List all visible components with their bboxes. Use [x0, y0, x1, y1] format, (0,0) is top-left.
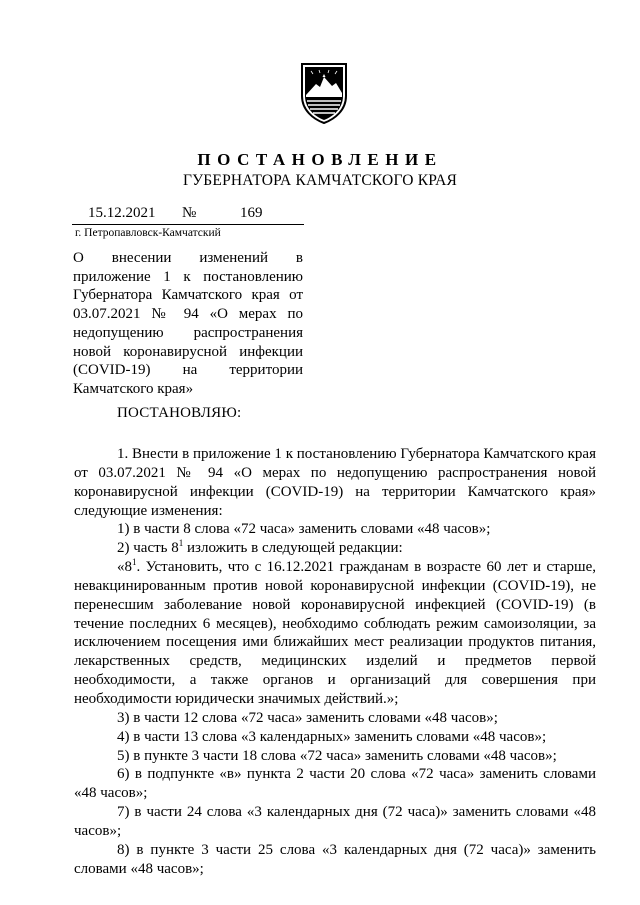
body-paragraph: 7) в части 24 слова «3 календарных дня (72 часа)» заменить словами «48 часов»; — [74, 804, 596, 839]
superscript: 1 — [178, 538, 184, 549]
document-body — [74, 445, 596, 878]
body-paragraph: 1. Внести в приложение 1 к постановлению Губернатора Камчатского края от 03.07.2021 № 94 «О мерах по недопущению распространения новой коронавирусной инфекции (COVID-19) на территории Камчатского края» следующие изменения: — [74, 446, 596, 519]
body-paragraph: 1) в части 8 слова «72 часа» заменить словами «48 часов»; — [117, 521, 491, 538]
body-paragraph — [74, 558, 596, 709]
resolve-heading: ПОСТАНОВЛЯЮ: — [117, 405, 242, 421]
body-text-segment: 2) часть 8 — [117, 540, 179, 557]
document-date: 15.12.2021 — [88, 205, 156, 221]
registration-underline — [72, 224, 304, 225]
body-text-segment: изложить в следующей редакции: — [183, 540, 403, 557]
superscript: 1 — [132, 557, 137, 568]
document-place: г. Петропавловск-Камчатский — [75, 227, 221, 239]
body-paragraph: 5) в пункте 3 части 18 слова «72 часа» заменить словами «48 часов»; — [117, 747, 557, 764]
number-sign: № — [182, 205, 197, 221]
document-issuer: ГУБЕРНАТОРА КАМЧАТСКОГО КРАЯ — [182, 172, 458, 189]
body-text-segment: «8 — [117, 559, 132, 576]
body-paragraph: 3) в части 12 слова «72 часа» заменить словами «48 часов»; — [117, 709, 498, 726]
body-paragraph — [74, 539, 596, 558]
document-title: ПОСТАНОВЛЕНИЕ — [197, 150, 443, 169]
body-paragraph: 6) в подпункте «в» пункта 2 части 20 слова «72 часа» заменить словами «48 часов»; — [74, 766, 596, 802]
body-paragraph: 8) в пункте 3 части 25 слова «3 календарных дня (72 часа)» заменить словами «48 часов»; — [74, 841, 596, 877]
body-text-segment: . Установить, что с 16.12.2021 гражданам в возрасте 60 лет и старше, невакцинированным против новой коронавирусной инфекции (COVID-19), не перенесшим заболевание новой коронавирусной инфекцией (COVID-19) (в течение последних 6 месяцев), необходимо соблюдать режим самоизоляции, за исключением посещения ими ближайших мест реализации продуктов питания, лекарственных средств, медицинских изделий и предметов первой необходимости, а также органов и организаций для совершения при необходимости юридически значимых действий.»; — [74, 559, 596, 707]
kamchatka-coat-of-arms-icon — [299, 62, 349, 124]
document-number: 169 — [240, 205, 263, 221]
body-paragraph: 4) в части 13 слова «3 календарных» заменить словами «48 часов»; — [117, 728, 547, 745]
document-subject: О внесении изменений в приложение 1 к постановлению Губернатора Камчатского края от 03.07.2021 № 94 «О мерах по недопущению распространения новой коронавирусной инфекции (COVID-19) на территории Камчатского края» — [73, 250, 303, 397]
